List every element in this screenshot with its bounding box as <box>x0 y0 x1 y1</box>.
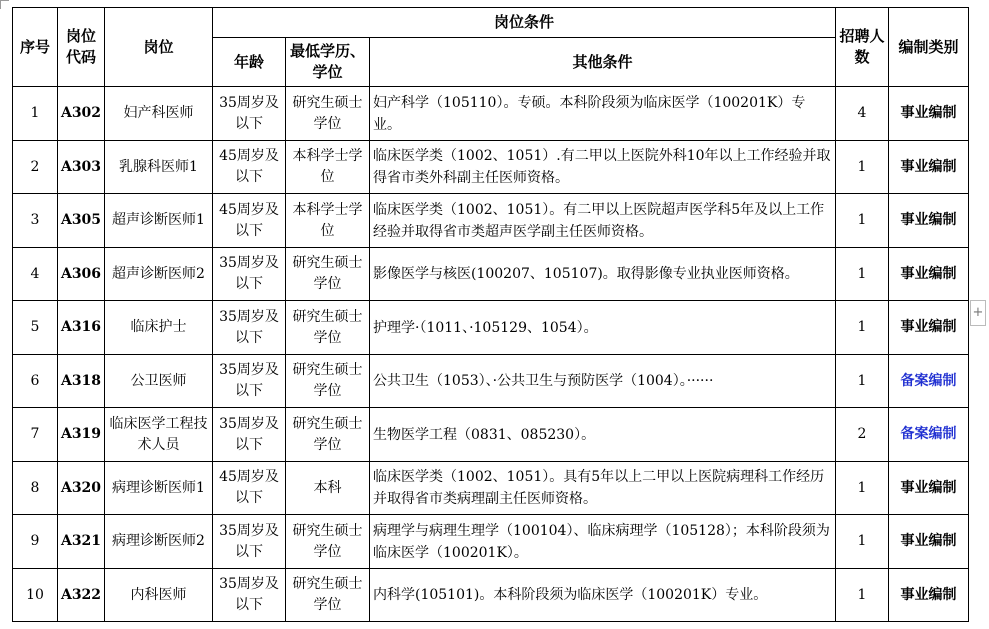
cell-post: 内科医师 <box>105 569 213 622</box>
cell-seq: 9 <box>13 515 58 569</box>
cell-count: 1 <box>836 141 889 194</box>
header-code: 岗位代码 <box>58 8 105 87</box>
table-row <box>13 462 969 515</box>
cell-count: 2 <box>836 408 889 462</box>
cell-type: 备案编制 <box>889 408 969 462</box>
cell-code: A305 <box>58 194 105 248</box>
cell-edu: 本科 <box>286 462 370 515</box>
cell-seq: 4 <box>13 248 58 301</box>
cell-type: 事业编制 <box>889 569 969 622</box>
cell-count: 1 <box>836 248 889 301</box>
cell-post: 公卫医师 <box>105 355 213 408</box>
cell-type: 事业编制 <box>889 515 969 569</box>
cell-type: 事业编制 <box>889 248 969 301</box>
cell-age: 35周岁及以下 <box>213 87 286 141</box>
cell-count: 1 <box>836 515 889 569</box>
cell-code: A318 <box>58 355 105 408</box>
cell-age: 35周岁及以下 <box>213 515 286 569</box>
cell-seq: 1 <box>13 87 58 141</box>
cell-other: 临床医学类（1002、1051）.有二甲以上医院外科10年以上工作经验并取得省市类外科副主任医师资格。 <box>370 141 836 194</box>
header-age: 年龄 <box>213 38 286 87</box>
table-row <box>13 248 969 301</box>
cell-code: A320 <box>58 462 105 515</box>
header-post: 岗位 <box>105 8 213 87</box>
header-other: 其他条件 <box>370 38 836 87</box>
cell-code: A316 <box>58 301 105 355</box>
cell-age: 45周岁及以下 <box>213 194 286 248</box>
header-type: 编制类别 <box>889 8 969 87</box>
cell-other: 病理学与病理生理学（100104）、临床病理学（105128）；本科阶段须为临床医学（100201K）。 <box>370 515 836 569</box>
header-seq: 序号 <box>13 8 58 87</box>
cell-seq: 3 <box>13 194 58 248</box>
table-row <box>13 569 969 622</box>
cell-post: 临床护士 <box>105 301 213 355</box>
header-count: 招聘人数 <box>836 8 889 87</box>
cell-count: 1 <box>836 569 889 622</box>
table-move-handle[interactable] <box>0 0 9 9</box>
cell-edu: 研究生硕士学位 <box>286 569 370 622</box>
cell-age: 35周岁及以下 <box>213 355 286 408</box>
cell-other: 护理学·（1011、·105129、1054）。 <box>370 301 836 355</box>
cell-code: A321 <box>58 515 105 569</box>
cell-code: A322 <box>58 569 105 622</box>
cell-age: 35周岁及以下 <box>213 408 286 462</box>
cell-post: 超声诊断医师1 <box>105 194 213 248</box>
cell-post: 病理诊断医师1 <box>105 462 213 515</box>
cell-other: 妇产科学（105110）。专硕。本科阶段须为临床医学（100201K）专业。 <box>370 87 836 141</box>
cell-age: 35周岁及以下 <box>213 301 286 355</box>
header-conditions: 岗位条件 <box>213 8 836 38</box>
cell-edu: 本科学士学位 <box>286 141 370 194</box>
table-row <box>13 87 969 141</box>
cell-type: 事业编制 <box>889 301 969 355</box>
cell-type: 事业编制 <box>889 141 969 194</box>
cell-age: 45周岁及以下 <box>213 462 286 515</box>
cell-code: A306 <box>58 248 105 301</box>
cell-type: 事业编制 <box>889 87 969 141</box>
cell-count: 1 <box>836 301 889 355</box>
cell-post: 临床医学工程技术人员 <box>105 408 213 462</box>
cell-other: 临床医学类（1002、1051）。具有5年以上二甲以上医院病理科工作经历并取得省市类病理副主任医师资格。 <box>370 462 836 515</box>
cell-code: A302 <box>58 87 105 141</box>
cell-other: 内科学(105101)。本科阶段须为临床医学（100201K）专业。 <box>370 569 836 622</box>
cell-type: 事业编制 <box>889 462 969 515</box>
cell-type: 事业编制 <box>889 194 969 248</box>
cell-post: 乳腺科医师1 <box>105 141 213 194</box>
cell-post: 病理诊断医师2 <box>105 515 213 569</box>
cell-count: 1 <box>836 194 889 248</box>
cell-edu: 本科学士学位 <box>286 194 370 248</box>
cell-age: 35周岁及以下 <box>213 248 286 301</box>
cell-seq: 10 <box>13 569 58 622</box>
cell-type: 备案编制 <box>889 355 969 408</box>
cell-count: 1 <box>836 355 889 408</box>
cell-edu: 研究生硕士学位 <box>286 355 370 408</box>
cell-seq: 2 <box>13 141 58 194</box>
cell-age: 45周岁及以下 <box>213 141 286 194</box>
add-row-button[interactable]: + <box>970 300 986 326</box>
header-edu: 最低学历、学位 <box>286 38 370 87</box>
cell-edu: 研究生硕士学位 <box>286 248 370 301</box>
table-body <box>13 87 969 622</box>
cell-count: 1 <box>836 462 889 515</box>
table-row <box>13 355 969 408</box>
cell-seq: 5 <box>13 301 58 355</box>
table-row <box>13 194 969 248</box>
table-row <box>13 408 969 462</box>
cell-age: 35周岁及以下 <box>213 569 286 622</box>
cell-other: 临床医学类（1002、1051）。有二甲以上医院超声医学科5年及以上工作经验并取得省市类超声医学副主任医师资格。 <box>370 194 836 248</box>
cell-edu: 研究生硕士学位 <box>286 301 370 355</box>
table-row <box>13 515 969 569</box>
recruitment-table <box>12 7 969 622</box>
cell-edu: 研究生硕士学位 <box>286 408 370 462</box>
cell-seq: 8 <box>13 462 58 515</box>
table-row <box>13 301 969 355</box>
cell-post: 超声诊断医师2 <box>105 248 213 301</box>
cell-edu: 研究生硕士学位 <box>286 87 370 141</box>
cell-edu: 研究生硕士学位 <box>286 515 370 569</box>
cell-count: 4 <box>836 87 889 141</box>
cell-post: 妇产科医师 <box>105 87 213 141</box>
cell-code: A319 <box>58 408 105 462</box>
cell-other: 影像医学与核医(100207、105107)。取得影像专业执业医师资格。 <box>370 248 836 301</box>
table-row <box>13 141 969 194</box>
cell-code: A303 <box>58 141 105 194</box>
cell-seq: 7 <box>13 408 58 462</box>
cell-other: 公共卫生（1053）、·公共卫生与预防医学（1004）。······ <box>370 355 836 408</box>
cell-other: 生物医学工程（0831、085230）。 <box>370 408 836 462</box>
cell-seq: 6 <box>13 355 58 408</box>
